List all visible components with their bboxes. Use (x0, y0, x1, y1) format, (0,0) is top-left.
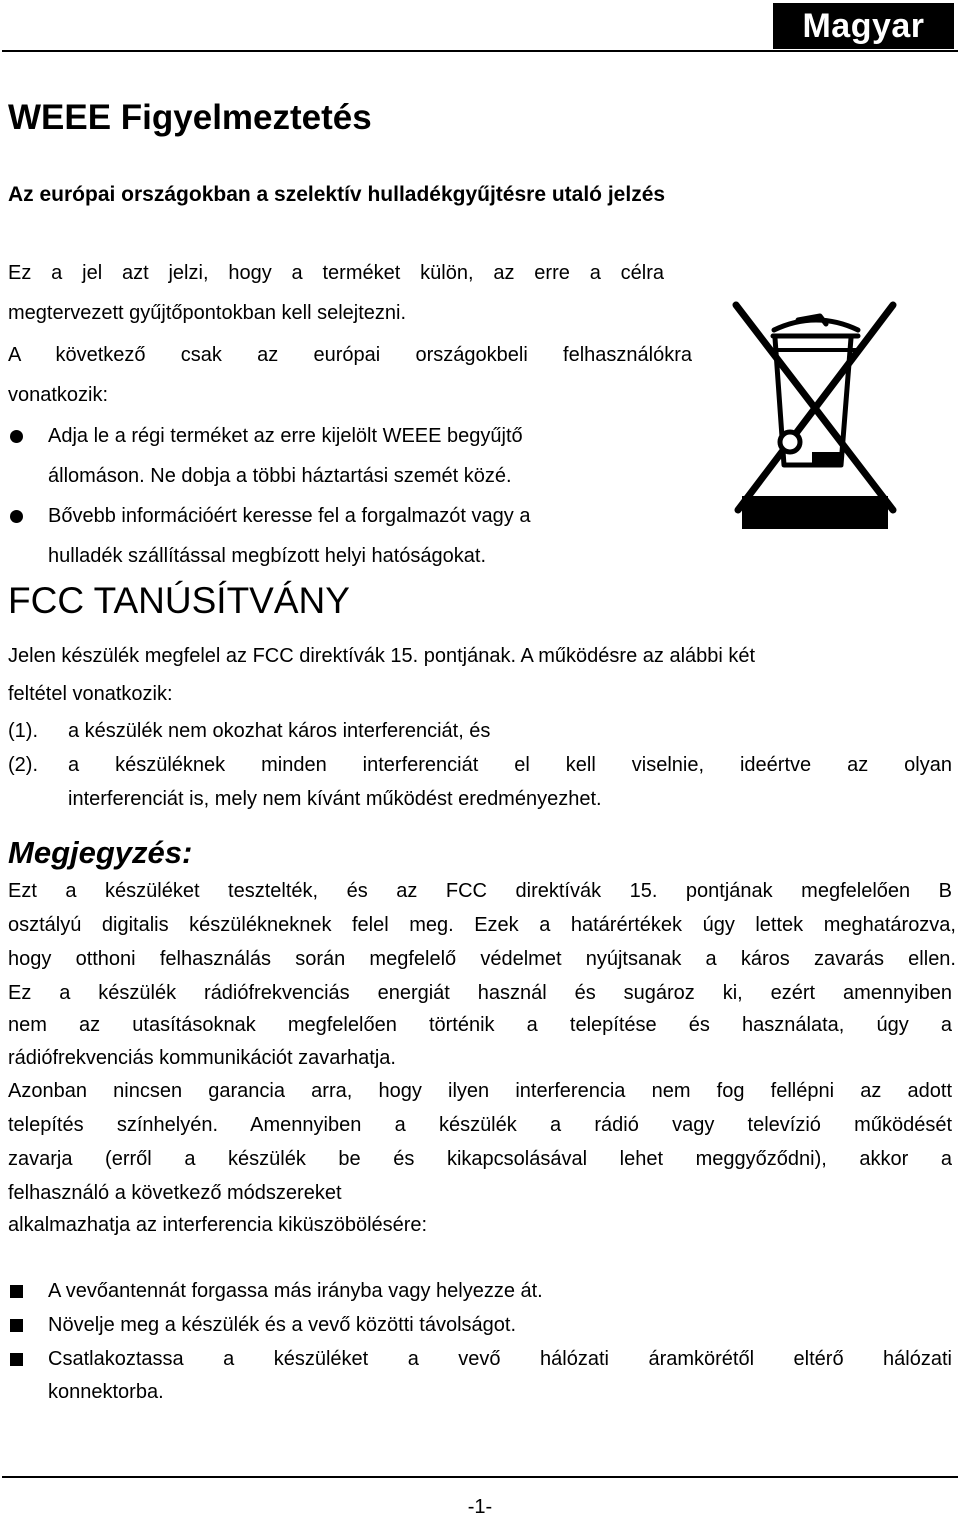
weee-bullet-line: Bővebb információért keresse fel a forgalmazót vagy a (48, 505, 531, 527)
note-line: Ezt a készüléket tesztelték, és az FCC direktívák 15. pontjának megfelelően B (8, 880, 952, 902)
bullet-square-icon (10, 1319, 23, 1332)
note-line: nem az utasításoknak megfelelően történik a telepítése és használata, úgy a (8, 1014, 952, 1036)
fcc-condition-text: a készülék nem okozhat káros interferenciát, és (68, 720, 491, 742)
note-line: telepítés színhelyén. Amennyiben a készülék a rádió vagy televízió működését (8, 1114, 952, 1136)
bullet-square-icon (10, 1285, 23, 1298)
fcc-condition-text: a készüléknek minden interferenciát el kell viselnie, ideértve az olyan (68, 754, 952, 776)
weee-bullet-line: Adja le a régi terméket az erre kijelölt WEEE begyűjtő (48, 425, 523, 447)
note-bullet-line: konnektorba. (48, 1381, 164, 1403)
page-number: -1- (467, 1496, 493, 1518)
weee-paragraph-line: A következő csak az európai országokbeli felhasználókra (8, 344, 692, 366)
weee-paragraph-line: vonatkozik: (8, 384, 109, 406)
fcc-title: FCC TANÚSÍTVÁNY (8, 580, 350, 621)
note-line: alkalmazhatja az interferencia kiküszöbölésére: (8, 1214, 428, 1236)
note-line: zavarja (erről a készülék be és kikapcsolásával lehet meggyőződni), akkor a (8, 1148, 952, 1170)
fcc-intro-line: Jelen készülék megfelel az FCC direktívák 15. pontjának. A működésre az alábbi két (8, 645, 756, 667)
footer-rule (2, 1476, 958, 1478)
note-line: Ez a készülék rádiófrekvenciás energiát használ és sugároz ki, ezért amennyiben (8, 982, 952, 1004)
note-bullet-line: Csatlakoztassa a készüléket a vevő hálózati áramkörétől eltérő hálózati (48, 1348, 952, 1370)
note-line: hogy otthoni felhasználás során megfelelő védelmet nyújtsanak a káros zavarás ellen. (8, 948, 956, 970)
note-line: osztályú digitalis készülékneknek felel meg. Ezek a határértékek úgy lettek meghatározva, (8, 914, 956, 936)
weee-paragraph-line: megtervezett gyűjtőpontokban kell selejtezni. (8, 302, 407, 324)
note-bullet-line: Növelje meg a készülék és a vevő közötti távolságot. (48, 1314, 517, 1336)
weee-title: WEEE Figyelmeztetés (8, 98, 372, 137)
note-line: felhasználó a következő módszereket (8, 1182, 342, 1204)
fcc-condition-text: interferenciát is, mely nem kívánt működést eredményezhet. (68, 788, 602, 810)
crossed-out-wheelie-bin-icon (728, 300, 898, 532)
bullet-square-icon (10, 1353, 23, 1366)
weee-bullet-line: állomáson. Ne dobja a többi háztartási szemét közé. (48, 465, 512, 487)
weee-paragraph-line: Ez a jel azt jelzi, hogy a terméket külön, az erre a célra (8, 262, 664, 284)
weee-bullet-line: hulladék szállítással megbízott helyi hatóságokat. (48, 545, 487, 567)
bullet-dot-icon (10, 430, 23, 443)
note-line: rádiófrekvenciás kommunikációt zavarhatja. (8, 1047, 396, 1069)
note-line: Azonban nincsen garancia arra, hogy ilyen interferencia nem fog fellépni az adott (8, 1080, 952, 1102)
note-title: Megjegyzés: (8, 835, 193, 870)
header-rule (2, 50, 958, 52)
fcc-condition-number: (2). (8, 754, 38, 776)
fcc-condition-number: (1). (8, 720, 38, 742)
language-tag: Magyar (773, 3, 954, 49)
weee-subtitle: Az európai országokban a szelektív hulladékgyűjtésre utaló jelzés (8, 183, 666, 206)
bullet-dot-icon (10, 510, 23, 523)
fcc-intro-line: feltétel vonatkozik: (8, 683, 173, 705)
note-bullet-line: A vevőantennát forgassa más irányba vagy helyezze át. (48, 1280, 543, 1302)
